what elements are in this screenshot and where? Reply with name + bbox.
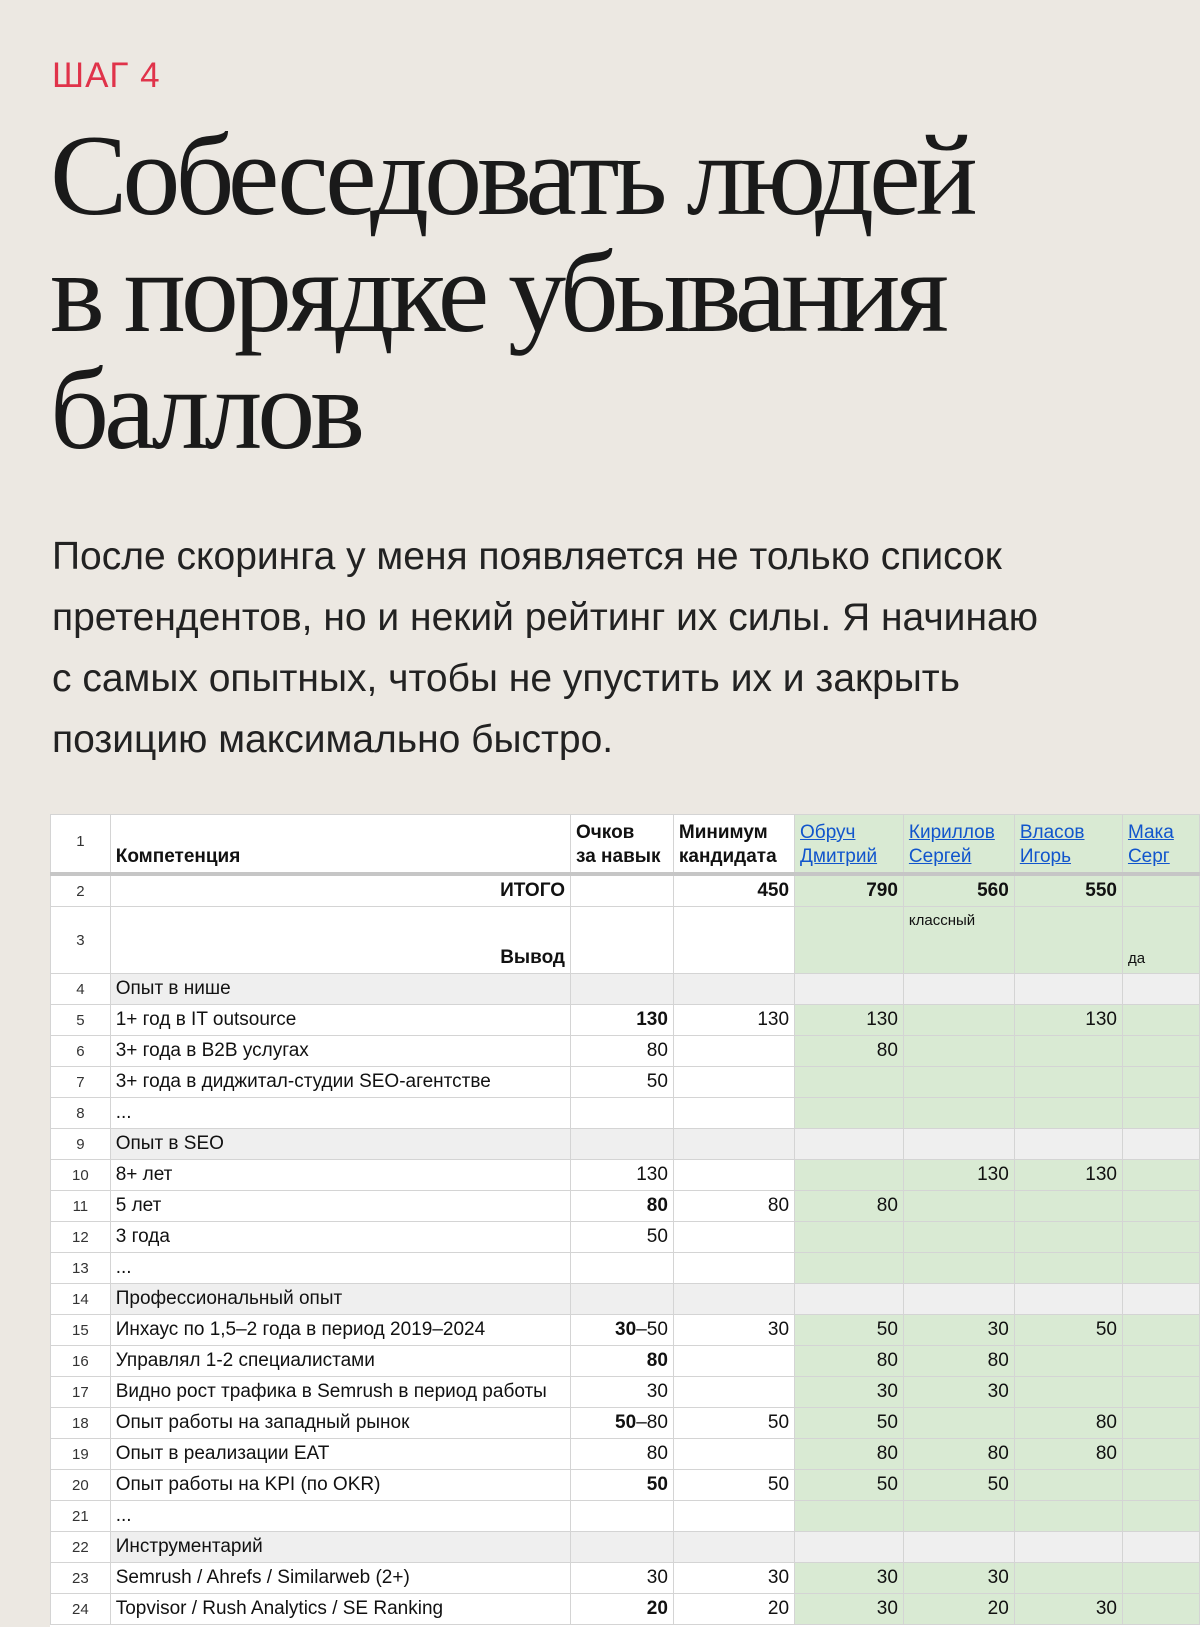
table-row [51,1408,1200,1439]
candidate-cell[interactable] [903,1067,1014,1098]
table-row [51,1222,1200,1253]
candidate-cell[interactable] [1122,974,1199,1005]
candidate-cell[interactable]: 20 [903,1594,1014,1625]
points-max-value: –80 [636,1412,668,1433]
competence-label[interactable]: 3 года [110,1222,570,1253]
competence-label[interactable]: Semrush / Ahrefs / Similarweb (2+) [110,1563,570,1594]
candidate-cell[interactable] [1014,1253,1122,1284]
minimum-cell[interactable] [673,1067,794,1098]
section-label[interactable]: Инструментарий [110,1532,570,1563]
candidate-cell[interactable] [1122,1253,1199,1284]
row-number[interactable]: 18 [51,1408,111,1439]
candidate-cell[interactable]: 80 [1014,1408,1122,1439]
table-row [51,1501,1200,1532]
candidate-cell[interactable] [1122,1315,1199,1346]
points-cell[interactable]: 80 [571,1346,674,1377]
candidate-cell[interactable] [903,1222,1014,1253]
row-number[interactable]: 14 [51,1284,111,1315]
table-row [51,1470,1200,1501]
conclusion-label[interactable]: Вывод [110,907,570,974]
table-row [51,1067,1200,1098]
competence-label[interactable]: ... [110,1253,570,1284]
candidate-cell[interactable]: 30 [903,1315,1014,1346]
minimum-cell[interactable]: 20 [673,1594,794,1625]
conclusion-candidate-3[interactable] [1014,907,1122,974]
candidate-cell[interactable]: 30 [1014,1594,1122,1625]
section-label[interactable]: Опыт в SEO [110,1129,570,1160]
candidate-cell[interactable] [1014,1377,1122,1408]
candidate-cell[interactable] [1122,1098,1199,1129]
competence-label[interactable]: Управлял 1-2 специалистами [110,1346,570,1377]
candidate-cell[interactable] [1014,1191,1122,1222]
candidate-cell[interactable] [795,1129,904,1160]
candidate-cell[interactable] [1122,1005,1199,1036]
scoring-table [50,814,1200,1625]
candidate-cell[interactable] [903,1408,1014,1439]
candidate-cell[interactable] [1122,1501,1199,1532]
candidate-cell[interactable] [903,1284,1014,1315]
points-cell[interactable]: 20 [571,1594,674,1625]
candidate-cell[interactable] [1014,1501,1122,1532]
competence-label[interactable]: ... [110,1501,570,1532]
competence-label[interactable]: Опыт работы на западный рынок [110,1408,570,1439]
lead-line-4: позицию максимально быстро. [52,718,614,761]
lead-line-2: претендентов, но и некий рейтинг их силы. Я начинаю [52,596,1038,639]
points-cell[interactable] [571,1284,674,1315]
table-row [51,1253,1200,1284]
row-number[interactable]: 8 [51,1098,111,1129]
candidate-cell[interactable]: 30 [903,1563,1014,1594]
points-cell[interactable]: 50 [571,1222,674,1253]
candidate-cell[interactable] [795,1532,904,1563]
lead-line-3: с самых опытных, чтобы не упустить их и закрыть [52,657,960,700]
conclusion-candidate-2[interactable]: классный [903,907,1014,974]
candidate-cell[interactable] [1014,1098,1122,1129]
conclusion-candidate-4[interactable]: да [1122,907,1199,974]
page-title [50,112,1170,474]
total-candidate-2[interactable]: 560 [903,874,1014,907]
row-number[interactable]: 23 [51,1563,111,1594]
candidate-cell[interactable] [1122,1439,1199,1470]
table-row [51,1594,1200,1625]
candidate-cell[interactable]: 130 [795,1005,904,1036]
row-number[interactable]: 9 [51,1129,111,1160]
minimum-cell[interactable] [673,1036,794,1067]
table-row [51,1036,1200,1067]
candidate-cell[interactable]: 80 [795,1191,904,1222]
row-number[interactable]: 24 [51,1594,111,1625]
candidate-cell[interactable] [1122,1067,1199,1098]
candidate-cell[interactable]: 130 [1014,1160,1122,1191]
candidate-cell[interactable] [1014,974,1122,1005]
competence-label[interactable]: 3+ года в диджитал-студии SEO-агентстве [110,1067,570,1098]
minimum-cell[interactable] [673,1253,794,1284]
table-row [51,1005,1200,1036]
points-min-value: 50 [615,1412,637,1433]
candidate-cell[interactable]: 80 [795,1036,904,1067]
points-cell[interactable] [571,974,674,1005]
points-cell[interactable]: 50 [571,1067,674,1098]
candidate-cell[interactable] [903,1501,1014,1532]
candidate-cell[interactable] [1122,1191,1199,1222]
section-row [51,1284,1200,1315]
row-number[interactable]: 1 [51,815,111,875]
candidate-cell[interactable]: 30 [795,1563,904,1594]
candidate-cell[interactable] [903,1098,1014,1129]
header-competence[interactable]: Компетенция [110,815,570,875]
headline-line-1: Собеседовать людей [50,112,973,240]
candidate-cell[interactable] [1122,1408,1199,1439]
candidate-cell[interactable] [795,1501,904,1532]
total-minimum[interactable]: 450 [673,874,794,907]
table-row [51,1191,1200,1222]
conclusion-candidate-1[interactable] [795,907,904,974]
minimum-cell[interactable] [673,1129,794,1160]
row-number[interactable]: 6 [51,1036,111,1067]
candidate-cell[interactable] [795,1222,904,1253]
candidate-cell[interactable]: 50 [1014,1315,1122,1346]
candidate-cell[interactable]: 30 [903,1377,1014,1408]
points-cell[interactable] [571,1129,674,1160]
row-number[interactable]: 7 [51,1067,111,1098]
row-number[interactable]: 17 [51,1377,111,1408]
candidate-cell[interactable]: 30 [795,1377,904,1408]
candidate-cell[interactable] [1122,1036,1199,1067]
candidate-link-vlasov[interactable]: Власов Игорь [1014,815,1122,875]
candidate-cell[interactable]: 80 [795,1439,904,1470]
candidate-cell[interactable] [1122,1470,1199,1501]
row-number[interactable]: 11 [51,1191,111,1222]
points-min-value: 30 [615,1319,637,1340]
candidate-cell[interactable] [1122,1594,1199,1625]
candidate-cell[interactable]: 50 [795,1315,904,1346]
points-cell[interactable]: 80 [571,1191,674,1222]
points-cell[interactable] [571,1532,674,1563]
minimum-cell[interactable] [673,974,794,1005]
candidate-cell[interactable] [903,1005,1014,1036]
row-number[interactable]: 5 [51,1005,111,1036]
table-row [51,1439,1200,1470]
candidate-cell[interactable] [1014,1129,1122,1160]
candidate-cell[interactable]: 130 [1014,1005,1122,1036]
points-max-value: –50 [636,1319,668,1340]
minimum-cell[interactable] [673,1098,794,1129]
candidate-cell[interactable] [903,974,1014,1005]
points-cell[interactable]: 30 [571,1377,674,1408]
row-number[interactable]: 2 [51,874,111,907]
candidate-cell[interactable] [1014,1563,1122,1594]
lead-line-1: После скоринга у меня появляется не только список [52,535,1002,578]
row-number[interactable]: 12 [51,1222,111,1253]
table-row [51,1160,1200,1191]
points-cell[interactable] [571,1098,674,1129]
candidate-cell[interactable] [795,1253,904,1284]
scoring-spreadsheet [50,814,1200,1627]
competence-label[interactable]: Видно рост трафика в Semrush в период работы [110,1377,570,1408]
candidate-cell[interactable] [903,1532,1014,1563]
table-row [51,1315,1200,1346]
minimum-cell[interactable]: 50 [673,1408,794,1439]
header-row [51,815,1200,875]
row-number[interactable]: 19 [51,1439,111,1470]
candidate-cell[interactable]: 80 [1014,1439,1122,1470]
candidate-link-obruch[interactable]: Обруч Дмитрий [795,815,904,875]
competence-label[interactable]: Опыт работы на KPI (по OKR) [110,1470,570,1501]
candidate-cell[interactable]: 50 [903,1470,1014,1501]
candidate-cell[interactable] [1014,1470,1122,1501]
minimum-cell[interactable]: 80 [673,1191,794,1222]
total-candidate-3[interactable]: 550 [1014,874,1122,907]
section-row [51,974,1200,1005]
table-row [51,1563,1200,1594]
points-cell[interactable]: 130 [571,1005,674,1036]
candidate-cell[interactable] [795,1284,904,1315]
candidate-cell[interactable] [1122,1160,1199,1191]
points-cell[interactable]: 30 [571,1563,674,1594]
minimum-cell[interactable] [673,1439,794,1470]
competence-label[interactable]: Опыт в реализации EAT [110,1439,570,1470]
points-cell[interactable]: 50 [571,1470,674,1501]
candidate-link-maka[interactable]: Мака Серг [1122,815,1199,875]
points-cell[interactable]: 80 [571,1439,674,1470]
candidate-cell[interactable] [1122,1377,1199,1408]
section-row [51,1129,1200,1160]
points-cell[interactable] [571,1501,674,1532]
table-row [51,1377,1200,1408]
candidate-cell[interactable] [1122,1563,1199,1594]
minimum-cell[interactable]: 30 [673,1315,794,1346]
candidate-link-kirillov[interactable]: Кириллов Сергей [903,815,1014,875]
step-label: ШАГ 4 [52,56,161,95]
candidate-cell[interactable]: 80 [795,1346,904,1377]
minimum-cell[interactable] [673,1501,794,1532]
minimum-cell[interactable] [673,1532,794,1563]
candidate-cell[interactable] [795,1098,904,1129]
conclusion-row [51,907,1200,974]
minimum-cell[interactable] [673,1160,794,1191]
row-number[interactable]: 20 [51,1470,111,1501]
candidate-cell[interactable]: 80 [903,1439,1014,1470]
candidate-cell[interactable] [1014,1284,1122,1315]
minimum-cell[interactable] [673,1377,794,1408]
minimum-cell[interactable] [673,1346,794,1377]
section-label[interactable]: Профессиональный опыт [110,1284,570,1315]
points-cell[interactable]: 80 [571,1036,674,1067]
candidate-cell[interactable]: 80 [903,1346,1014,1377]
candidate-cell[interactable] [1014,1346,1122,1377]
total-candidate-4[interactable] [1122,874,1199,907]
candidate-cell[interactable] [1122,1346,1199,1377]
section-row [51,1532,1200,1563]
minimum-cell[interactable]: 130 [673,1005,794,1036]
points-cell[interactable]: 130 [571,1160,674,1191]
points-cell[interactable] [571,1408,674,1439]
competence-label[interactable]: 1+ год в IT outsource [110,1005,570,1036]
candidate-cell[interactable]: 50 [795,1408,904,1439]
candidate-cell[interactable] [903,1253,1014,1284]
competence-label[interactable]: Инхаус по 1,5–2 года в период 2019–2024 [110,1315,570,1346]
headline-line-2: в порядке убывания [50,229,944,357]
candidate-cell[interactable] [903,1191,1014,1222]
candidate-cell[interactable] [903,1036,1014,1067]
points-cell[interactable] [571,1253,674,1284]
points-cell[interactable] [571,1315,674,1346]
candidate-cell[interactable] [1014,1222,1122,1253]
total-candidate-1[interactable]: 790 [795,874,904,907]
header-points[interactable]: Очков за навык [571,815,674,875]
candidate-cell[interactable] [795,974,904,1005]
minimum-cell[interactable] [673,1284,794,1315]
row-number[interactable]: 10 [51,1160,111,1191]
row-number[interactable]: 4 [51,974,111,1005]
section-label[interactable]: Опыт в нише [110,974,570,1005]
lead-paragraph [52,526,1172,770]
candidate-cell[interactable] [1122,1222,1199,1253]
table-row [51,1098,1200,1129]
competence-label[interactable]: 3+ года в B2B услугах [110,1036,570,1067]
competence-label[interactable]: 8+ лет [110,1160,570,1191]
candidate-cell[interactable]: 50 [795,1470,904,1501]
table-row [51,1346,1200,1377]
competence-label[interactable]: Topvisor / Rush Analytics / SE Ranking [110,1594,570,1625]
competence-label[interactable]: 5 лет [110,1191,570,1222]
conclusion-points-cell[interactable] [571,907,674,974]
row-number[interactable]: 13 [51,1253,111,1284]
total-label[interactable]: ИТОГО [110,874,570,907]
candidate-cell[interactable]: 130 [903,1160,1014,1191]
candidate-cell[interactable] [795,1160,904,1191]
row-number[interactable]: 16 [51,1346,111,1377]
candidate-cell[interactable] [795,1067,904,1098]
conclusion-minimum-cell[interactable] [673,907,794,974]
candidate-cell[interactable] [1014,1532,1122,1563]
row-number[interactable]: 21 [51,1501,111,1532]
candidate-cell[interactable]: 30 [795,1594,904,1625]
minimum-cell[interactable] [673,1222,794,1253]
total-row [51,874,1200,907]
candidate-cell[interactable] [903,1129,1014,1160]
candidate-cell[interactable] [1122,1284,1199,1315]
header-minimum[interactable]: Минимум кандидата [673,815,794,875]
total-points-cell[interactable] [571,874,674,907]
candidate-cell[interactable] [1122,1532,1199,1563]
candidate-cell[interactable] [1122,1129,1199,1160]
row-number[interactable]: 15 [51,1315,111,1346]
minimum-cell[interactable]: 30 [673,1563,794,1594]
headline-line-3: баллов [50,346,361,474]
minimum-cell[interactable]: 50 [673,1470,794,1501]
row-number[interactable]: 22 [51,1532,111,1563]
candidate-cell[interactable] [1014,1036,1122,1067]
row-number[interactable]: 3 [51,907,111,974]
competence-label[interactable]: ... [110,1098,570,1129]
candidate-cell[interactable] [1014,1067,1122,1098]
